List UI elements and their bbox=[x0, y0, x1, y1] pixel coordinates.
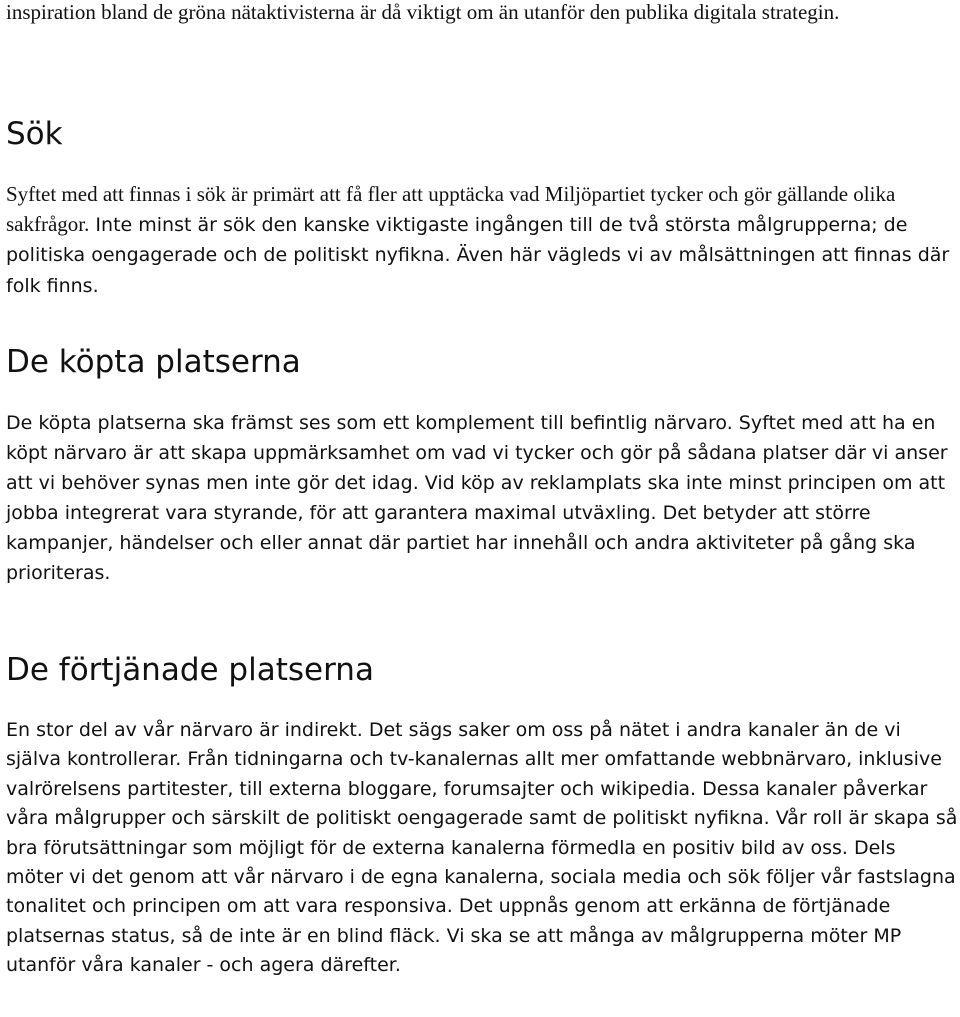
section-heading-kopta-platserna: De köpta platserna bbox=[6, 344, 301, 380]
section-heading-sok: Sök bbox=[6, 116, 63, 152]
sok-paragraph bbox=[6, 180, 951, 301]
fortjanade-paragraph: En stor del av vår närvaro är indirekt. Det sägs saker om oss på nätet i andra kanaler än de vi själva kontrollerar. Från tidningarna och tv-kanalernas allt mer omfattande webbnärvaro, inklusive valrörelsens partitester, till externa bloggare, forumsajter och wikipedia. Dessa kanaler påverkar våra målgrupper och särskilt de politiskt oengagerade samt de politiskt nyfikna. Vår roll är skapa så bra förutsättningar som möjligt för de externa kanalerna förmedla en positiv bild av oss. Dels möter vi det genom att vår närvaro i de egna kanalerna, sociala media och sök följer vår fastslagna tonalitet och principen om att vara responsiva. Det uppnås genom att erkänna de förtjänade platsernas status, så de inte är en blind fläck. Vi ska se att många av målgrupperna möter MP utanför våra kanaler - och agera därefter. bbox=[6, 719, 958, 977]
kopta-paragraph: De köpta platserna ska främst ses som ett komplement till befintlig närvaro. Syftet med att ha en köpt närvaro är att skapa uppmärksamhet om vad vi tycker och gör på sådana platser där vi anser att vi behöver synas men inte gör det idag. Vid köp av reklamplats ska inte minst principen om att jobba integrerat vara styrande, för att garantera maximal utväxling. Det betyder att större kampanjer, händelser och eller annat där partiet har innehåll och andra aktiviteter på gång ska prioriteras. bbox=[6, 412, 948, 584]
sok-paragraph-part3: Även här vägleds vi av målsättningen att finnas där folk finns. bbox=[6, 244, 950, 297]
sok-paragraph-part2: Inte minst är sök den kanske viktigaste ingången till de två största målgrupperna; de politiska oengagerade och de politiskt nyfikna. bbox=[6, 213, 908, 267]
section-heading-fortjanade-platserna: De förtjänade platserna bbox=[6, 652, 374, 688]
sok-paragraph-part1: Syftet med att finnas i sök är primärt att få fler att upptäcka vad Miljöpartiet tycker och gör gällande olika sakfrågor. bbox=[6, 182, 896, 236]
intro-paragraph: inspiration bland de gröna nätaktivisterna är då viktigt om än utanför den publika digitala strategin. bbox=[6, 0, 840, 24]
